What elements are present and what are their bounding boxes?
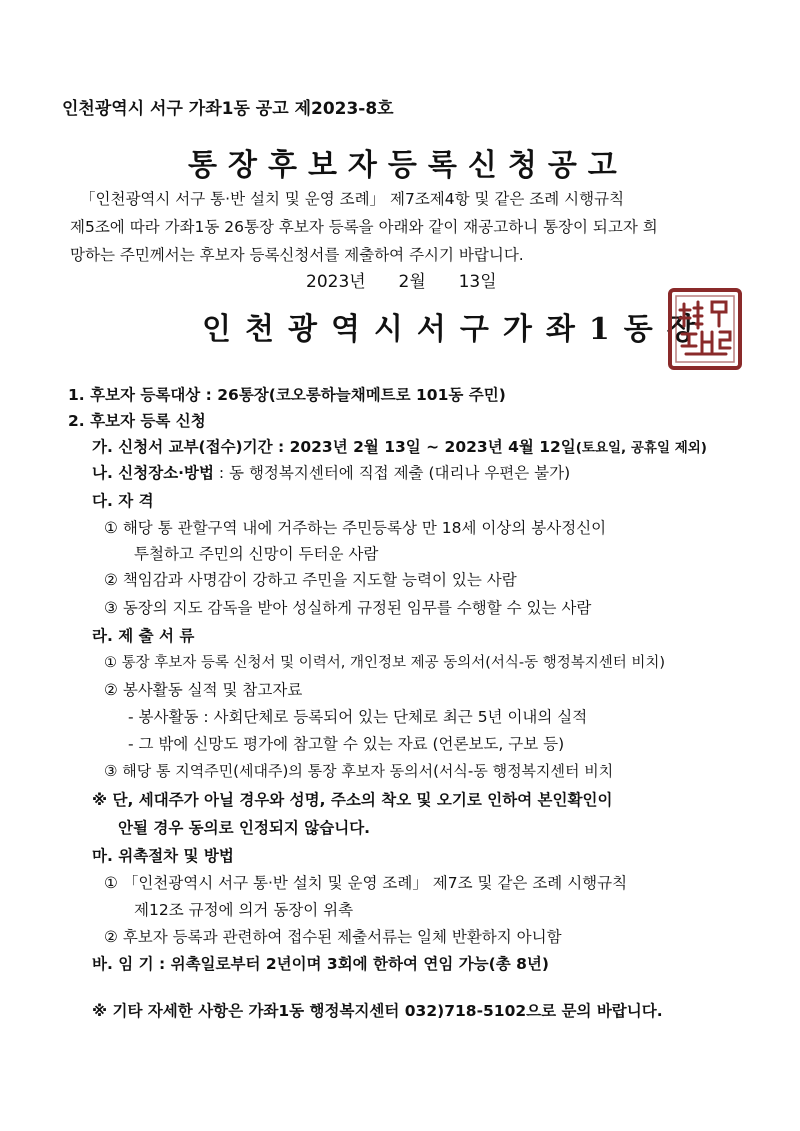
item-ra-3: ③ 해당 통 지역주민(세대주)의 통장 후보자 동의서(서식-동 행정복지센터 비치 (104, 762, 614, 780)
section-1: 1. 후보자 등록대상 : 26통장(코오롱하늘채메트로 101동 주민) (68, 386, 506, 404)
item-ma-1a: ① 「인천광역시 서구 통·반 설치 및 운영 조례」 제7조 및 같은 조례 시행규칙 (104, 874, 628, 892)
item-da: 다. 자 격 (92, 492, 154, 510)
item-ga (92, 436, 707, 459)
item-ra-2: ② 봉사활동 실적 및 참고자료 (104, 681, 303, 699)
date-day: 13일 (458, 272, 497, 292)
issuer-name: 인천광역시서구가좌1동장 (202, 312, 710, 347)
date-month: 2월 (398, 272, 426, 292)
date-year: 2023년 (306, 272, 366, 292)
note-1b: 안될 경우 동의로 인정되지 않습니다. (118, 819, 371, 837)
item-na-text: : 동 행정복지센터에 직접 제출 (대리나 우편은 불가) (213, 464, 571, 482)
item-ma-1b: 제12조 규정에 의거 동장이 위촉 (134, 901, 354, 919)
item-da-2: ② 책임감과 사명감이 강하고 주민을 지도할 능력이 있는 사람 (104, 571, 517, 589)
item-ra-2b: - 그 밖에 신망도 평가에 참고할 수 있는 자료 (언론보도, 구보 등) (128, 735, 565, 753)
intro-line-1: 「인천광역시 서구 통·반 설치 및 운영 조례」 제7조제4항 및 같은 조례 시행규칙 (80, 190, 625, 208)
intro-line-2: 제5조에 따라 가좌1동 26통장 후보자 등록을 아래와 같이 재공고하니 통장이 되고자 희 (70, 218, 658, 236)
section-2: 2. 후보자 등록 신청 (68, 412, 206, 430)
official-seal-icon (666, 286, 744, 372)
note-1a: ※ 단, 세대주가 아닐 경우와 성명, 주소의 착오 및 오기로 인하여 본인확인이 (92, 791, 613, 809)
item-na-label: 나. 신청장소·방법 (92, 464, 214, 482)
page-title: 통장후보자등록신청공고 (188, 148, 628, 183)
item-da-1b: 투철하고 주민의 신망이 두터운 사람 (134, 545, 379, 563)
item-ra: 라. 제 출 서 류 (92, 627, 195, 645)
item-na (92, 462, 570, 484)
item-ma: 마. 위촉절차 및 방법 (92, 847, 234, 865)
item-ra-2a: - 봉사활동 : 사회단체로 등록되어 있는 단체로 최근 5년 이내의 실적 (128, 708, 588, 726)
intro-line-3: 망하는 주민께서는 후보자 등록신청서를 제출하여 주시기 바랍니다. (70, 246, 524, 264)
item-ba: 바. 임 기 : 위촉일로부터 2년이며 3회에 한하여 연임 가능(총 8년) (92, 955, 549, 973)
item-ma-2: ② 후보자 등록과 관련하여 접수된 제출서류는 일체 반환하지 아니함 (104, 928, 562, 946)
footer-contact: ※ 기타 자세한 사항은 가좌1동 행정복지센터 032)718-5102으로 문의 바랍니다. (92, 1002, 663, 1020)
notice-date (306, 271, 497, 293)
item-ga-note: (토요일, 공휴일 제외) (575, 440, 707, 456)
item-da-1a: ① 해당 통 관할구역 내에 거주하는 주민등록상 만 18세 이상의 봉사정신이 (104, 519, 607, 537)
item-ra-1: ① 통장 후보자 등록 신청서 및 이력서, 개인정보 제공 동의서(서식-동 행정복지센터 비치) (104, 655, 666, 671)
item-ga-main: 가. 신청서 교부(접수)기간 : 2023년 2월 13일 ~ 2023년 4월 12일 (92, 438, 576, 456)
item-da-3: ③ 동장의 지도 감독을 받아 성실하게 규정된 임무를 수행할 수 있는 사람 (104, 599, 592, 617)
notice-number: 인천광역시 서구 가좌1동 공고 제2023-8호 (62, 99, 394, 119)
